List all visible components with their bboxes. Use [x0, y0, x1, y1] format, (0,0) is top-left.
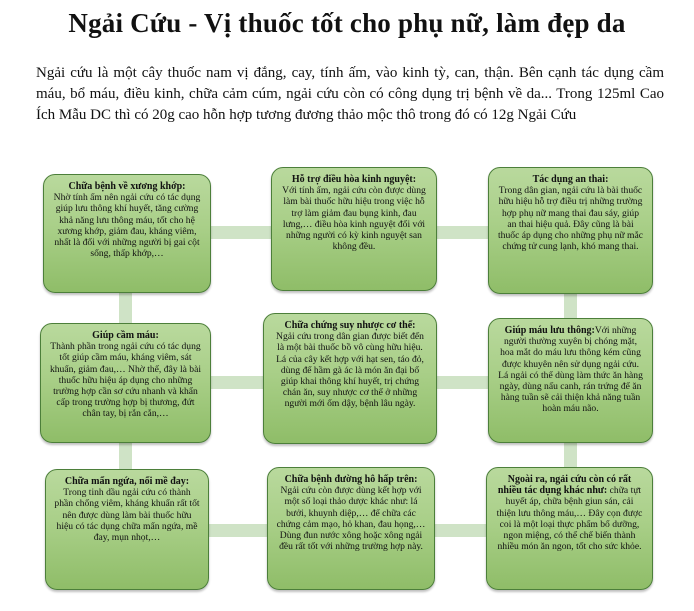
- benefit-heading: Chữa bệnh đường hô hấp trên:: [284, 474, 418, 485]
- benefit-body: Với tính ấm, ngải cứu còn được dùng làm bài thuốc hữu hiệu trong việc hỗ trợ làm giảm đau bụng kinh, đau lưng,… điều hòa kinh nguyệt đối với những người có kỳ kinh nguyệt san không đều.: [282, 185, 426, 253]
- benefit-heading: Chữa bệnh về xương khớp:: [68, 181, 186, 192]
- benefit-text: [497, 325, 644, 415]
- benefit-body: Với những người thường xuyên bị chóng mặt, hoa mắt do máu lưu thông kém cũng được khuyên nên sử dụng ngải cứu. Lá ngải có thể dùng làm thức ăn hàng ngày, dùng nấu canh, rán trứng để ăn hàng tuần sẽ cải thiện khả năng tuần hoàn máu não.: [498, 325, 643, 415]
- intro-paragraph: Ngải cứu là một cây thuốc nam vị đắng, cay, tính ấm, vào kinh tỳ, can, thận. Bên cạnh tác dụng cầm máu, bổ máu, điều kinh, chữa cảm cúm, ngải cứu còn có công dụng trị bệnh về da... Trong 125ml Cao Ích Mẫu DC thì có 20g cao hỗn hợp tương đương thảo mộc thô trong đó có 12g Ngải Cứu: [36, 65, 664, 123]
- benefit-heading: Tác dụng an thai:: [532, 174, 609, 185]
- page-title: Ngải Cứu - Vị thuốc tốt cho phụ nữ, làm đẹp da: [68, 8, 626, 38]
- benefit-text: [495, 474, 644, 552]
- benefit-heading: Hỗ trợ điều hòa kinh nguyệt:: [291, 174, 417, 185]
- benefit-body: Nhờ tính ấm nên ngải cứu có tác dụng giúp lưu thông khí huyết, tăng cường khả năng lưu thông máu, tốt cho hệ xương khớp, giảm đau, kháng viêm, nhất là đối với những người bị gai cột sống, thấp khớp,…: [53, 192, 201, 260]
- benefit-body: Thành phần trong ngải cứu có tác dụng tốt giúp cầm máu, kháng viêm, sát khuẩn, giảm đau,… Nhờ thế, đây là bài thuốc hữu hiệu áp dụng cho những trường hợp cần sơ cứu nhanh và khẩn cấp trong trường hợp bị thương, đứt chân tay, bị rắn cắn,…: [49, 341, 202, 420]
- benefit-body: chữa tựt huyết áp, chữa bệnh giun sán, cải thiện lưu thông máu,… Đây cọn được coi là một loại thực phẩm bổ dưỡng, ngon miệng, có thể chế biến thành nhiều món ăn ngon, tốt cho sức khỏe.: [496, 485, 643, 553]
- benefit-box-stop-bleeding: [40, 323, 211, 443]
- benefit-body: Ngải cứu còn được dùng kết hợp với một số loại thảo dược khác như: lá bưởi, khuynh diệp,… để chữa các chứng cảm mạo, hỏ khan, đau họng,… Dùng đun nước xông hoặc xông ngải đều rất tốt với những trường hợp này.: [276, 485, 426, 553]
- benefit-body: Trong dân gian, ngải cứu là bài thuốc hữu hiệu hỗ trợ điều trị những trường hợp phụ nữ mang thai đau sáy, giúp an thai hiệu quả. Đây cũng là bài thuốc áp dụng cho những phụ nữ mắc chứng tử cung lạnh, khó mang thai.: [498, 185, 643, 253]
- benefit-box-itching: [45, 469, 209, 590]
- benefit-box-respiratory: [267, 467, 435, 590]
- benefit-body: Ngải cứu trong dân gian được biết đến là một bài thuốc bồ vô cùng hữu hiệu. Lá của cây kết hợp với hạt sen, táo đỏ, dùng để hầm gà ác là món ăn đại bổ giúp khai thông khí huyết, trị chứng chán ăn, suy nhược cơ thể ở những người mới ốm dậy, bệnh lâu ngày.: [276, 331, 424, 410]
- benefit-box-circulation: [488, 318, 653, 443]
- benefit-box-other: [486, 467, 653, 590]
- benefit-box-pregnancy: [488, 167, 653, 294]
- benefit-heading: Chữa chứng suy nhược cơ thể:: [284, 320, 416, 331]
- benefit-box-menstrual: [271, 167, 437, 291]
- benefit-heading: Giúp cầm máu:: [92, 330, 159, 341]
- benefit-body: Trong tinh dầu ngải cứu có thành phần chống viêm, kháng khuẩn rất tốt nên được dùng làm bài thuốc hữu hiệu có tác dụng chữa mẩn ngứa, mề đay, mụn nhọt,…: [54, 487, 200, 544]
- benefit-heading: Ngoài ra, ngải cứu còn có rất nhiều tác dụng khác như:: [497, 474, 632, 497]
- benefit-heading: Giúp máu lưu thông:: [504, 325, 595, 336]
- benefit-box-bone-joint: [43, 174, 211, 293]
- benefit-heading: Chữa mẩn ngứa, nổi mề đay:: [64, 476, 190, 487]
- benefit-box-weakness: [263, 313, 437, 444]
